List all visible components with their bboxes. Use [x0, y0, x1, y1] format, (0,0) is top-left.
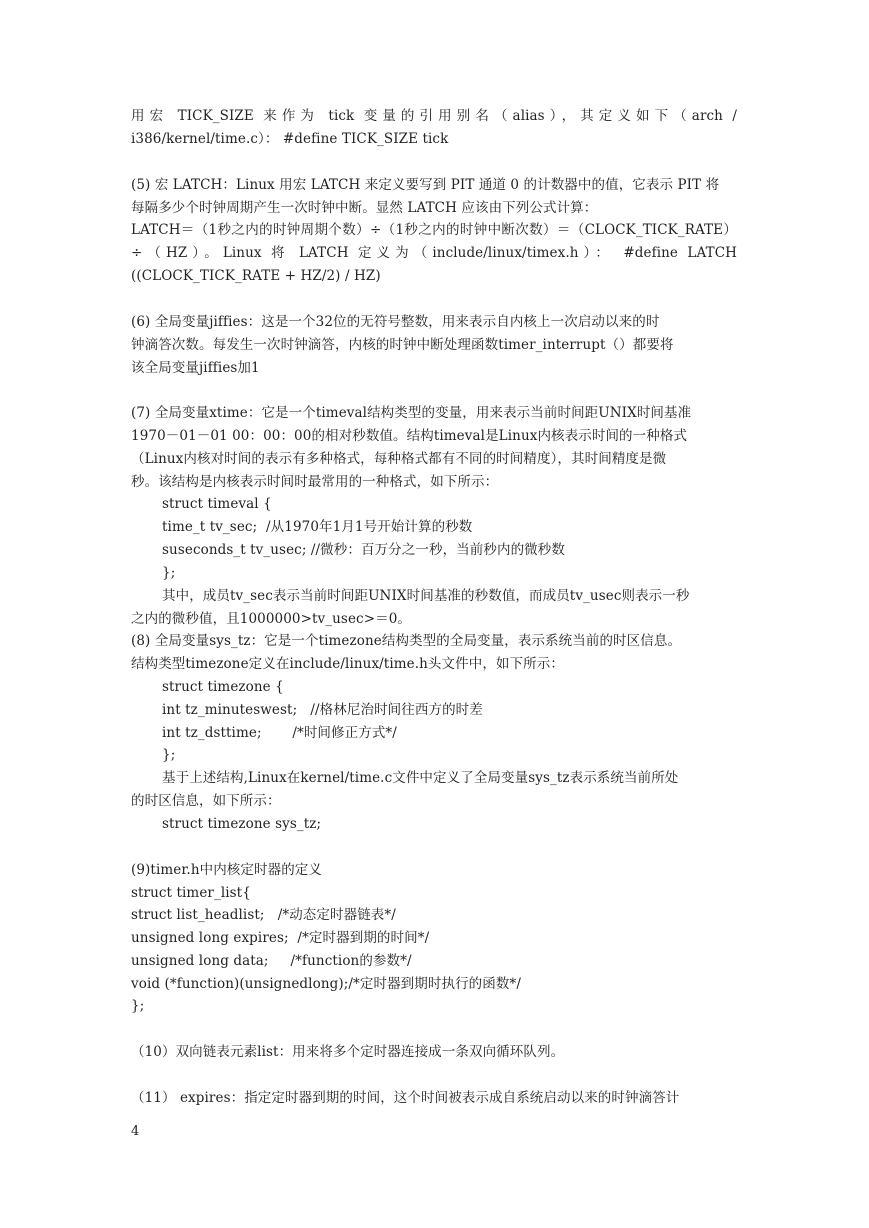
text-line: 1970－01－01 00：00：00的相对秒数值。结构timeval是Linux内核表示时间的一种格式	[131, 428, 688, 444]
text-line: (9)timer.h中内核定时器的定义	[131, 862, 323, 878]
text-line: 秒。该结构是内核表示时间时最常用的一种格式，如下所示：	[131, 474, 499, 490]
code-line: struct list_headlist; /*动态定时器链表*/	[131, 907, 396, 923]
page-number: 4	[131, 1124, 140, 1139]
text-line: (7) 全局变量xtime：它是一个timeval结构类型的变量，用来表示当前时间距UNIX时间基准	[131, 405, 692, 421]
text-line: (8) 全局变量sys_tz：它是一个timezone结构类型的全局变量，表示系统当前的时区信息。	[131, 633, 682, 649]
text-line: i386/kernel/time.c）： #define TICK_SIZE tick	[131, 131, 449, 147]
text-line: （11） expires：指定定时器到期的时间，这个时间被表示成自系统启动以来的时钟滴答计	[131, 1090, 680, 1106]
text-line: 钟滴答次数。每发生一次时钟滴答，内核的时钟中断处理函数timer_interrupt（）都要将	[131, 337, 674, 353]
text-line: 每隔多少个时钟周期产生一次时钟中断。显然 LATCH 应该由下列公式计算：	[131, 200, 598, 216]
code-line: struct timezone {	[162, 679, 284, 695]
code-line: struct timezone sys_tz;	[162, 816, 322, 832]
code-line: };	[131, 998, 145, 1014]
text-line: 的时区信息，如下所示：	[131, 793, 281, 809]
text-line: 该全局变量jiffies加1	[131, 360, 260, 376]
code-line: suseconds_t tv_usec; //微秒：百万分之一秒，当前秒内的微秒数	[162, 542, 565, 558]
text-line: LATCH＝（1秒之内的时钟周期个数）÷（1秒之内的时钟中断次数）＝（CLOCK_TICK_RATE）	[131, 222, 737, 238]
text-line: 其中，成员tv_sec表示当前时间距UNIX时间基准的秒数值，而成员tv_usec则表示一秒	[162, 588, 690, 604]
code-line: };	[162, 565, 176, 581]
text-line: 之内的微秒值，且1000000>tv_usec>＝0。	[131, 611, 412, 627]
text-line: (5) 宏 LATCH：Linux 用宏 LATCH 来定义要写到 PIT 通道 0 的计数器中的值，它表示 PIT 将	[131, 177, 720, 193]
text-line: ((CLOCK_TICK_RATE + HZ/2) / HZ)	[131, 268, 381, 284]
code-line: int tz_minuteswest; //格林尼治时间往西方的时差	[162, 702, 483, 718]
code-line: unsigned long expires; /*定时器到期的时间*/	[131, 930, 430, 946]
code-line: unsigned long data; /*function的参数*/	[131, 953, 412, 969]
code-line: };	[162, 747, 176, 763]
code-line: void (*function)(unsignedlong);/*定时器到期时执行的函数*/	[131, 976, 521, 992]
text-line: 用宏 TICK_SIZE 来作为 tick 变量的引用别名（alias），其定义如下（arch /	[131, 108, 737, 124]
text-line: 结构类型timezone定义在include/linux/time.h头文件中，如下所示：	[131, 656, 564, 672]
text-line: ÷（HZ）。Linux 将 LATCH 定义为（include/linux/timex.h）： #define LATCH	[131, 245, 737, 261]
text-line: 基于上述结构,Linux在kernel/time.c文件中定义了全局变量sys_tz表示系统当前所处	[162, 770, 679, 786]
text-line: （Linux内核对时间的表示有多种格式，每种格式都有不同的时间精度），其时间精度是微	[131, 451, 667, 467]
text-line: （10）双向链表元素list：用来将多个定时器连接成一条双向循环队列。	[131, 1044, 565, 1060]
code-line: struct timer_list{	[131, 885, 251, 901]
text-line: (6) 全局变量jiffies：这是一个32位的无符号整数，用来表示自内核上一次启动以来的时	[131, 314, 660, 330]
code-line: time_t tv_sec; /从1970年1月1号开始计算的秒数	[162, 519, 473, 535]
code-line: struct timeval {	[162, 496, 272, 512]
code-line: int tz_dsttime; /*时间修正方式*/	[162, 725, 397, 741]
